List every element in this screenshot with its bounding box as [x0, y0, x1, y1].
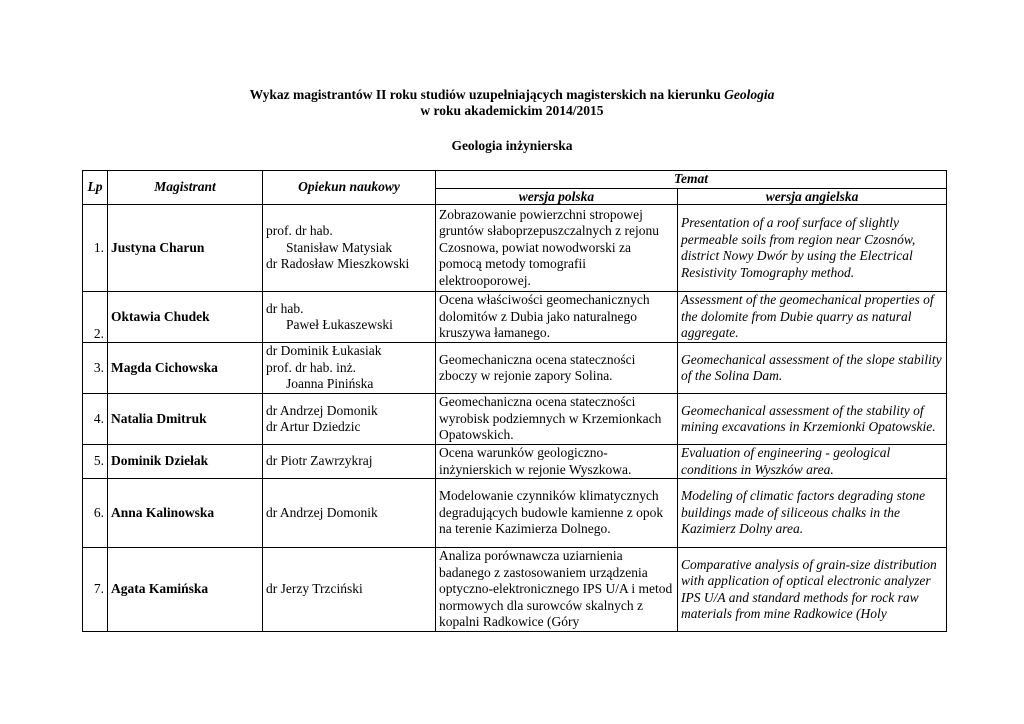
row-number: 4. [83, 394, 108, 445]
header-student: Magistrant [108, 171, 263, 205]
topic-en: Modeling of climatic factors degrading stone buildings made of siliceous chalks in the Kazimierz Dolny area. [678, 479, 947, 548]
table-row [83, 394, 947, 445]
table-row [83, 205, 947, 292]
student-name: Natalia Dmitruk [108, 394, 263, 445]
topic-pl: Ocena warunków geologiczno-inżynierskich w rejonie Wyszkowa. [436, 445, 678, 479]
student-name: Oktawia Chudek [108, 292, 263, 343]
table-row [83, 445, 947, 479]
topic-pl: Geomechaniczna ocena stateczności wyrobisk podziemnych w Krzemionkach Opatowskich. [436, 394, 678, 445]
topic-en: Comparative analysis of grain-size distribution with application of optical electronic analyzer IPS U/A and standard methods for rock raw materials from mine Radkowice (Holy [678, 548, 947, 632]
supervisor-line: dr Artur Dziedzic [266, 419, 361, 434]
header-topic-pl: wersja polska [436, 189, 678, 205]
document-title [0, 87, 1024, 103]
supervisor-line: Paweł Łukaszewski [286, 317, 393, 332]
title-field: Geologia [724, 87, 775, 102]
table-row [83, 548, 947, 632]
header-lp: Lp [83, 171, 108, 205]
supervisor-line: dr Andrzej Domonik [266, 504, 378, 520]
supervisor-cell [263, 292, 436, 343]
topic-pl: Geomechaniczna ocena stateczności zboczy w rejonie zapory Solina. [436, 343, 678, 394]
table-row [83, 343, 947, 394]
supervisor-line: dr Piotr Zawrzykraj [266, 453, 373, 469]
supervisor-line: dr Jerzy Trzciński [266, 581, 363, 597]
topic-en: Assessment of the geomechanical properties of the dolomite from Dubie quarry as natural aggregate. [678, 292, 947, 343]
row-number: 2. [83, 292, 108, 343]
supervisor-line: prof. dr hab. [266, 223, 333, 239]
header-topic: Temat [436, 171, 947, 189]
supervisor-cell [263, 394, 436, 445]
header-row [83, 171, 947, 189]
table-row [83, 479, 947, 548]
supervisor-line: dr Andrzej Domonik [266, 402, 378, 418]
specialization-title: Geologia inżynierska [451, 138, 573, 153]
topic-en: Presentation of a roof surface of slightly permeable soils from region near Czosnów, district Nowy Dwór by using the Electrical Resistivity Tomography method. [678, 205, 947, 292]
supervisor-line: dr hab. [266, 300, 304, 316]
topic-pl: Ocena właściwości geomechanicznych dolomitów z Dubia jako naturalnego kruszywa łamanego. [436, 292, 678, 343]
supervisor-cell [263, 205, 436, 292]
supervisor-line: prof. dr hab. inż. [266, 359, 356, 375]
header-topic-en: wersja angielska [678, 189, 947, 205]
supervisor-line: dr Dominik Łukasiak [266, 343, 382, 359]
topic-en: Geomechanical assessment of the stability of mining excavations in Krzemionki Opatowskie. [678, 394, 947, 445]
topic-en: Geomechanical assessment of the slope stability of the Solina Dam. [678, 343, 947, 394]
student-name: Justyna Charun [108, 205, 263, 292]
topic-pl: Modelowanie czynników klimatycznych degradujących budowle kamienne z opok na terenie Kazimierza Dolnego. [436, 479, 678, 548]
topic-pl: Zobrazowanie powierzchni stropowej gruntów słaboprzepuszczalnych z rejonu Czosnowa, powiat nowodworski za pomocą metody tomografii elektrooporowej. [436, 205, 678, 292]
supervisor-cell [263, 445, 436, 479]
row-number: 1. [83, 205, 108, 292]
header-supervisor: Opiekun naukowy [263, 171, 436, 205]
students-table [82, 170, 947, 632]
student-name: Dominik Dziełak [108, 445, 263, 479]
table-row [83, 292, 947, 343]
row-number: 6. [83, 479, 108, 548]
supervisor-cell [263, 343, 436, 394]
academic-year: w roku akademickim 2014/2015 [420, 103, 604, 118]
supervisor-cell [263, 479, 436, 548]
supervisor-line: Joanna Pinińska [286, 376, 374, 392]
supervisor-line: dr Radosław Mieszkowski [266, 256, 410, 272]
student-name: Magda Cichowska [108, 343, 263, 394]
topic-pl: Analiza porównawcza uziarnienia badanego z zastosowaniem urządzenia optyczno-elektronicznego IPS U/A i metod normowych dla surowców skalnych z kopalni Radkowice (Góry [436, 548, 678, 632]
title-prefix: Wykaz magistrantów II roku studiów uzupełniających magisterskich na kierunku [249, 87, 725, 102]
student-name: Anna Kalinowska [108, 479, 263, 548]
topic-en: Evaluation of engineering - geological conditions in Wyszków area. [678, 445, 947, 479]
row-number: 5. [83, 445, 108, 479]
student-name: Agata Kamińska [108, 548, 263, 632]
supervisor-cell [263, 548, 436, 632]
row-number: 3. [83, 343, 108, 394]
row-number: 7. [83, 548, 108, 632]
supervisor-line: Stanisław Matysiak [286, 239, 393, 255]
